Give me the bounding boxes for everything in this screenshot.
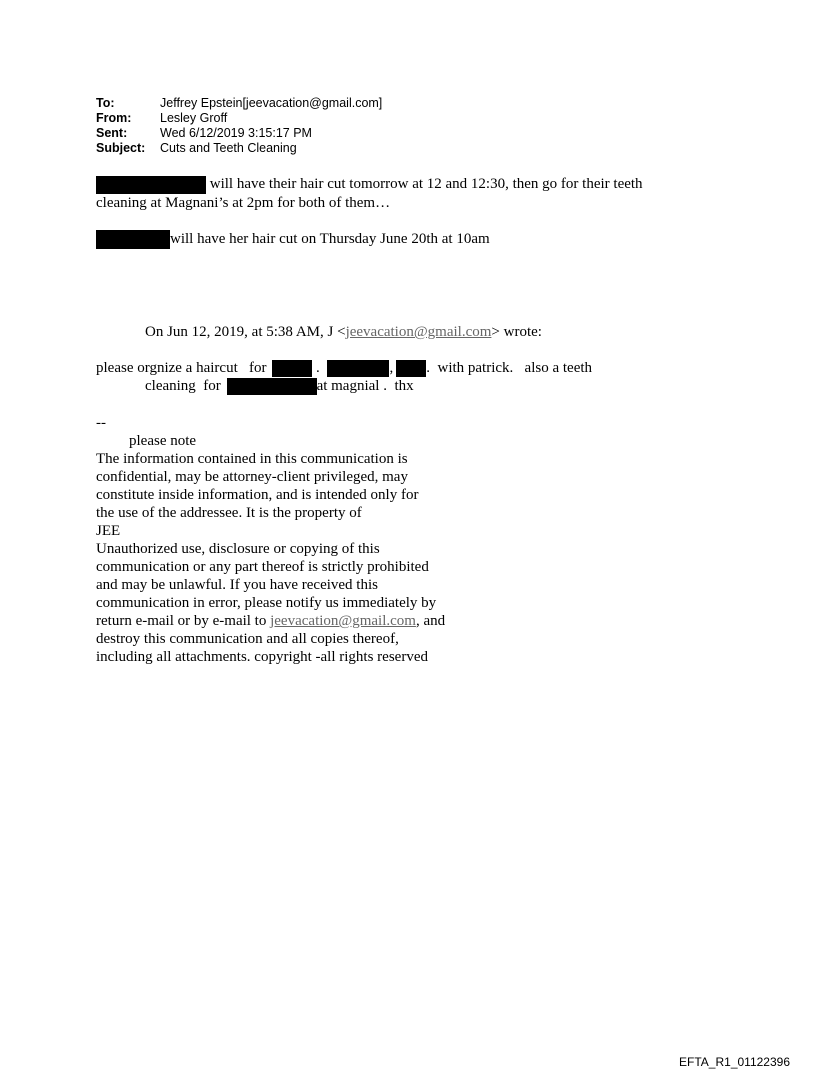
- quoted-intro-prefix: On Jun 12, 2019, at 5:38 AM, J <: [145, 324, 346, 340]
- subject-value: Cuts and Teeth Cleaning: [160, 141, 297, 155]
- disclaimer-email-prefix: return e-mail or by e-mail to: [96, 613, 271, 629]
- quoted-line2-text-a: cleaning for: [145, 378, 221, 394]
- body-para1-text-b: cleaning at Magnani’s at 2pm for both of them…: [96, 195, 391, 211]
- subject-label: Subject:: [96, 141, 146, 155]
- disclaimer-line: the use of the addressee. It is the property of: [96, 505, 362, 521]
- redaction-box: [96, 176, 206, 194]
- disclaimer-line: confidential, may be attorney-client privileged, may: [96, 469, 408, 485]
- body-para1-line1: [96, 175, 643, 194]
- to-row: [96, 96, 382, 111]
- body-para2-text: will have her hair cut on Thursday June 20th at 10am: [170, 231, 490, 247]
- from-value: Lesley Groff: [160, 111, 228, 125]
- disclaimer-email-suffix: , and: [415, 613, 446, 629]
- disclaimer-line: communication in error, please notify us immediately by: [96, 595, 437, 611]
- document-id: EFTA_R1_01122396: [679, 1055, 790, 1069]
- disclaimer-line: including all attachments. copyright -all rights reserved: [96, 649, 428, 665]
- redaction-box: [327, 360, 389, 377]
- disclaimer-line: JEE: [96, 523, 121, 539]
- sent-label: Sent:: [96, 126, 128, 140]
- signature-note: please note: [129, 433, 197, 449]
- from-row: [96, 111, 382, 126]
- redaction-box: [96, 230, 170, 249]
- redaction-box: [272, 360, 312, 377]
- body-para2: [96, 230, 490, 249]
- quoted-line1-text-c: ,: [389, 360, 394, 376]
- quoted-line2-text-b: at magnial . thx: [316, 378, 414, 394]
- disclaimer-block: [96, 450, 445, 666]
- redaction-box: [396, 360, 426, 377]
- redaction-box: [227, 378, 317, 395]
- quoted-line1-text-b: .: [315, 360, 320, 376]
- disclaimer-line: The information contained in this communication is: [96, 451, 408, 467]
- body-para1-text-a: will have their hair cut tomorrow at 12 and 12:30, then go for their teeth: [206, 176, 643, 192]
- quoted-intro-suffix: > wrote:: [491, 324, 542, 340]
- quoted-intro: [145, 323, 542, 341]
- sent-value: Wed 6/12/2019 3:15:17 PM: [160, 126, 312, 140]
- signature-dashes: --: [96, 415, 106, 431]
- from-label: From:: [96, 111, 132, 125]
- to-label: To:: [96, 96, 115, 110]
- subject-row: [96, 141, 382, 156]
- quoted-line1-text-a: please orgnize a haircut for: [96, 360, 267, 376]
- disclaimer-line: and may be unlawful. If you have received this: [96, 577, 378, 593]
- quoted-line2: [145, 377, 414, 395]
- disclaimer-email-link[interactable]: jeevacation@gmail.com: [270, 613, 416, 629]
- sent-row: [96, 126, 382, 141]
- email-header: [96, 96, 382, 156]
- to-value: Jeffrey Epstein[jeevacation@gmail.com]: [160, 96, 383, 110]
- disclaimer-line: destroy this communication and all copies thereof,: [96, 631, 399, 647]
- quoted-intro-email-link[interactable]: jeevacation@gmail.com: [345, 324, 492, 340]
- disclaimer-line: Unauthorized use, disclosure or copying of this: [96, 541, 380, 557]
- quoted-line1: [96, 359, 592, 377]
- disclaimer-line-email: [96, 612, 445, 630]
- disclaimer-line: communication or any part thereof is strictly prohibited: [96, 559, 429, 575]
- disclaimer-line: constitute inside information, and is intended only for: [96, 487, 419, 503]
- quoted-line1-text-d: . with patrick. also a teeth: [426, 360, 593, 376]
